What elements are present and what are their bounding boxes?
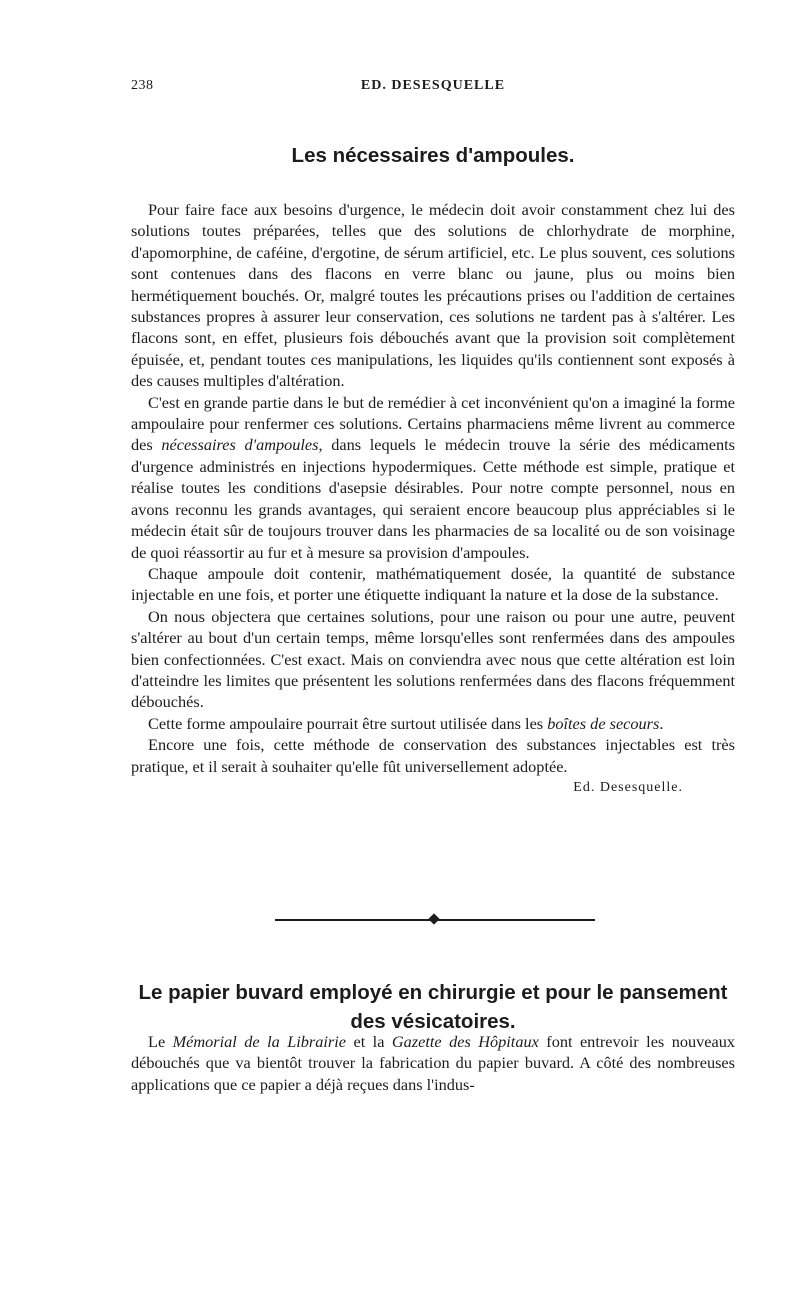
author-signature: Ed. Desesquelle. <box>573 779 683 795</box>
article-2-body <box>131 1031 735 1095</box>
paragraph-text: Cette forme ampoulaire pourrait être surtout utilisée dans les <box>148 713 548 733</box>
article-2-title-line-2: des vésicatoires. <box>350 1010 516 1033</box>
article-1-paragraph-2 <box>131 392 735 563</box>
italic-title: Gazette des Hôpitaux <box>391 1032 539 1051</box>
section-divider <box>275 912 595 928</box>
paragraph-text: . <box>659 713 664 733</box>
article-1-paragraph-6: Encore une fois, cette méthode de conservation des substances injectables est très pratique, et il serait à souhaiter qu'elle fût universellement adoptée. <box>131 735 735 776</box>
paragraph-text: Le <box>148 1032 173 1051</box>
article-1-paragraph-5 <box>131 713 735 734</box>
article-2-title <box>131 978 735 1036</box>
article-2-paragraph-1 <box>131 1031 735 1095</box>
article-1-body <box>131 199 735 798</box>
paragraph-text: C'est en grande partie dans le but de remédier à cet inconvénient qu'on a imaginé la forme ampoulaire pour renfermer ces solutions. Certains pharmaciens même livrent au commerce des <box>131 392 735 455</box>
italic-term: nécessaires d'ampoules <box>161 435 319 455</box>
paragraph-text: , dans lequels le médecin trouve la série des médicaments d'urgence administrés en injections hypodermiques. Cette méthode est simple, pratique et réalise toutes les conditions d'asepsie désirables. Pour notre compte personnel, nous en avons reconnu les grands avantages, qui seraient encore beaucoup plus appréciables si le médecin était sûr de toujours trouver dans les pharmacies de sa localité ou de son voisinage de quoi réassortir au fur et à mesure sa provision d'ampoules. <box>131 435 735 562</box>
page-number: 238 <box>131 78 154 93</box>
paragraph-text: font entrevoir les nouveaux débouchés que va bientôt trouver la fabrication du papier buvard. A côté des nombreuses applications que ce papier a déjà reçues dans l'indus- <box>131 1032 736 1094</box>
running-title: ED. DESESQUELLE <box>360 78 506 93</box>
article-2-title-line-1: Le papier buvard employé en chirurgie et pour le pansement <box>138 981 728 1004</box>
diamond-ornament-icon <box>428 913 439 924</box>
article-1-title: Les nécessaires d'ampoules. <box>291 144 575 167</box>
article-1-paragraph-1: Pour faire face aux besoins d'urgence, le médecin doit avoir constamment chez lui des solutions toutes préparées, telles que des solutions de chlorhydrate de morphine, d'apomorphine, de caféine, d'ergotine, de sérum artificiel, etc. Le plus souvent, ces solutions sont contenues dans des flacons en verre blanc ou jaune, plus ou moins bien hermétiquement bouchés. Or, malgré toutes les précautions prises ou l'addition de certaines substances propres à assurer leur conservation, ces solutions ne tardent pas à s'altérer. Les flacons sont, en effet, plusieurs fois débouchés avant que la provision soit complètement épuisée, et, pendant toutes ces manipulations, les liquides qu'ils contiennent sont exposés à des causes multiples d'altération. <box>131 200 735 391</box>
article-1-paragraph-3: Chaque ampoule doit contenir, mathématiquement dosée, la quantité de substance injectable en une fois, et porter une étiquette indiquant la nature et la dose de la substance. <box>131 563 735 605</box>
article-1-paragraph-4: On nous objectera que certaines solutions, pour une raison ou pour une autre, peuvent s'altérer au bout d'un certain temps, même lorsqu'elles sont renfermées dans des ampoules bien confectionnées. C'est exact. Mais on conviendra avec nous que cette altération est loin d'atteindre les limites que présentent les solutions renfermées dans des flacons fréquemment débouchés. <box>131 606 735 712</box>
italic-title: Mémorial de la Librairie <box>172 1032 347 1051</box>
running-head <box>131 78 735 102</box>
italic-term: boîtes de secours <box>547 713 660 733</box>
paragraph-text: et la <box>346 1032 392 1051</box>
